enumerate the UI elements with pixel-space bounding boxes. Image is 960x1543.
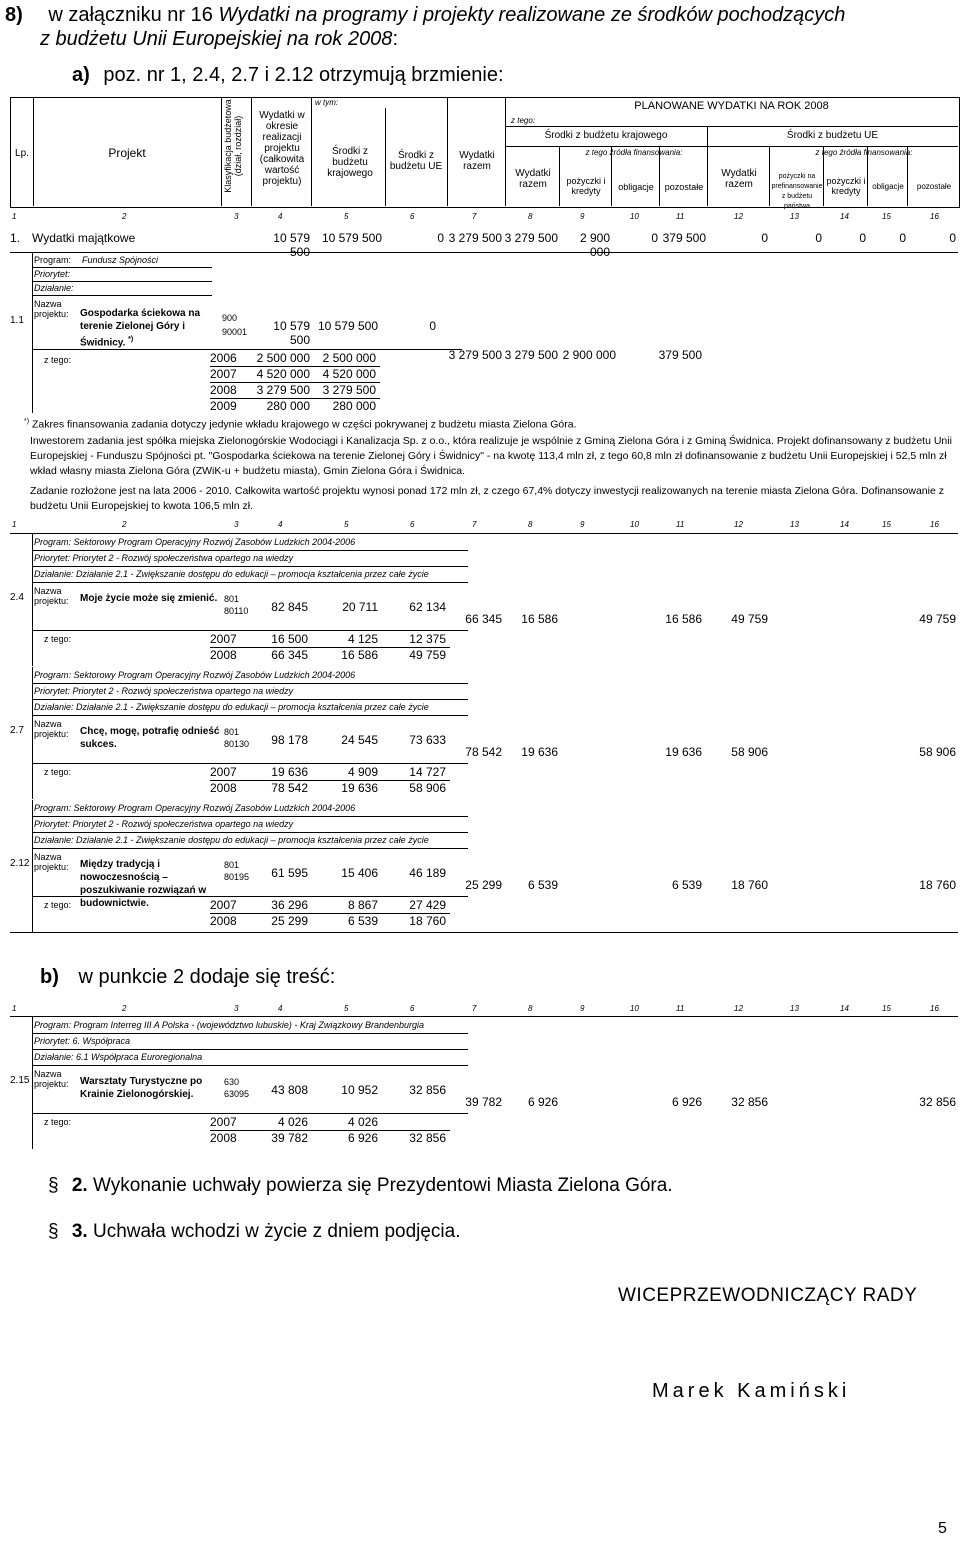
p11-year-a: 4 520 000 <box>256 367 310 381</box>
colnum: 7 <box>472 520 477 529</box>
project-2-7-year-b: 19 636 <box>341 781 378 795</box>
subpoint-a <box>72 63 504 87</box>
column-numbers-2 <box>10 520 958 532</box>
heading-line2a: z budżetu Unii Europejskiej na rok 2008 <box>40 28 393 50</box>
project-2-7-year-c: 58 906 <box>409 781 446 795</box>
divider <box>32 667 33 799</box>
divider <box>32 1065 468 1066</box>
project-2-7-lp: 2.7 <box>10 725 24 736</box>
colnum: 8 <box>528 520 533 529</box>
project-2-12-total: 61 595 <box>271 866 308 880</box>
project-2-12-dzialanie: Działanie: Działanie 2.1 - Zwiększanie dostępu do edukacji – promocja kształcenia przez całe życie <box>34 835 429 845</box>
p11-pozyczki: 2 900 000 <box>562 348 616 362</box>
heading-line2 <box>40 27 398 51</box>
project-2-12-lp: 2.12 <box>10 858 30 869</box>
divider <box>32 816 468 817</box>
colnum: 5 <box>344 520 349 529</box>
project-2-7-kraj: 24 545 <box>341 733 378 747</box>
hdr-z-tego-zrodla: z tego źródła finansowania: <box>585 148 683 157</box>
hdr-obligacje: obligacje <box>618 182 654 192</box>
project-2-15-z-tego: z tego: <box>44 1117 72 1127</box>
project-2-7-nazwa: Chcę, mogę, potrafię odnieść sukces. <box>80 726 220 750</box>
note-star <box>24 418 577 431</box>
project-2-12-year: 2007 <box>210 898 237 912</box>
project-2-4-priorytet: Priorytet: Priorytet 2 - Rozwój społeczeństwa opartego na wiedzy <box>34 553 294 563</box>
hdr-pozyczki: pożyczki i kredyty <box>566 176 606 196</box>
project-2-12-pozostale: 6 539 <box>671 878 702 892</box>
project-2-4-klas1: 801 <box>224 594 240 604</box>
column-numbers-1 <box>10 212 958 224</box>
project-2-12-razem: 25 299 <box>465 878 502 892</box>
row1-value: 0 <box>815 231 822 245</box>
divider <box>32 566 468 567</box>
hdr-wydatki-okres: Wydatki w okresie realizacji projektu (całkowita wartość projektu) <box>259 110 305 187</box>
project-2-15-year-row <box>210 1115 450 1131</box>
divider <box>32 582 468 583</box>
colnum: 16 <box>930 1004 939 1013</box>
colnum: 8 <box>528 212 533 221</box>
colnum: 15 <box>882 520 891 529</box>
project-2-12-year-row <box>210 898 450 914</box>
p11-total: 10 579 500 <box>273 319 310 347</box>
divider <box>32 534 33 666</box>
p11-razem: 3 279 500 <box>448 348 502 362</box>
project-2-15-program: Program: Program Interreg III A Polska - (województwo lubuskie) - Kraj Związkowy Brandenburgia <box>34 1020 424 1030</box>
colnum: 11 <box>676 520 685 529</box>
colnum: 3 <box>234 520 239 529</box>
heading-number: 8) <box>5 4 23 26</box>
project-2-12-year-b: 8 867 <box>347 898 378 912</box>
par3-number: 3. <box>71 1221 88 1242</box>
project-2-7-year: 2008 <box>210 781 237 795</box>
project-2-15-razem: 39 782 <box>465 1095 502 1109</box>
hdr-pozostale: pozostałe <box>664 182 704 192</box>
project-2-4-year: 2007 <box>210 632 237 646</box>
hdr-projekt: Projekt <box>108 146 146 160</box>
p11-year: 2006 <box>210 351 237 365</box>
sub-b-text: w punkcie 2 dodaje się treść: <box>78 966 336 988</box>
colnum: 3 <box>234 1004 239 1013</box>
p11-nazwa <box>80 307 210 349</box>
project-2-15 <box>10 1016 958 1153</box>
p11-year-b: 280 000 <box>332 399 376 413</box>
p11-year: 2008 <box>210 383 237 397</box>
project-2-15-ue-razem: 32 856 <box>731 1095 768 1109</box>
colnum: 6 <box>410 212 415 221</box>
p11-years <box>210 351 380 411</box>
p11-year-b: 3 279 500 <box>322 383 376 397</box>
divider <box>32 683 468 684</box>
project-2-4-total: 82 845 <box>271 600 308 614</box>
project-2-4-pozostale: 16 586 <box>665 612 702 626</box>
divider <box>32 715 468 716</box>
p11-nazwa-text: Gospodarka ściekowa na terenie Zielonej Góry i Świdnicy. <box>80 308 201 349</box>
project-2-4-year-row <box>210 632 450 648</box>
project-2-12-kraj-razem: 6 539 <box>527 878 558 892</box>
project-1-1 <box>10 252 958 413</box>
project-2-15-pozostale: 6 926 <box>671 1095 702 1109</box>
colnum: 13 <box>790 520 799 529</box>
colnum: 9 <box>580 212 585 221</box>
colnum: 9 <box>580 1004 585 1013</box>
project-2-4-year-c: 12 375 <box>409 632 446 646</box>
p11-program: Fundusz Spójności <box>82 255 159 265</box>
p11-klas1: 900 <box>222 313 238 323</box>
project-2-12-year-row <box>210 914 450 929</box>
project-2-15-year: 2008 <box>210 1131 237 1145</box>
row1-value: 0 <box>899 231 906 245</box>
project-2-7-razem: 78 542 <box>465 745 502 759</box>
divider <box>32 550 468 551</box>
colnum: 13 <box>790 1004 799 1013</box>
colnum: 2 <box>122 1004 127 1013</box>
hdr-lp: Lp. <box>15 148 29 159</box>
project-2-4-klas2: 80110 <box>224 606 249 616</box>
project-2-4-year: 2008 <box>210 648 237 662</box>
project-2-12 <box>10 800 958 932</box>
p11-year: 2007 <box>210 367 237 381</box>
hdr-wydatki-razem2: Wydatki razem <box>515 168 551 190</box>
row1-value: 3 279 500 <box>448 231 502 245</box>
p11-lp: 1.1 <box>10 315 24 326</box>
project-2-15-priorytet: Priorytet: 6. Współpraca <box>34 1036 131 1046</box>
p11-program-label: Program: <box>34 255 72 265</box>
p11-year-a: 2 500 000 <box>256 351 310 365</box>
project-2-15-kraj: 10 952 <box>341 1083 378 1097</box>
paragraph-2 <box>48 1175 673 1197</box>
project-2-15-year-a: 4 026 <box>277 1115 308 1129</box>
sub-b-letter: b) <box>40 966 59 988</box>
colnum: 12 <box>734 212 743 221</box>
heading-text-b: Wydatki na programy i projekty realizowane ze środków pochodzących <box>218 4 846 26</box>
project-2-15-nazwa-label: Nazwa projektu: <box>34 1069 69 1089</box>
p11-klas2: 90001 <box>222 327 248 337</box>
project-2-15-year-a: 39 782 <box>271 1131 308 1145</box>
project-2-7-year-b: 4 909 <box>347 765 378 779</box>
project-2-4-program: Program: Sektorowy Program Operacyjny Rozwój Zasobów Ludzkich 2004-2006 <box>34 537 356 547</box>
colnum: 7 <box>472 212 477 221</box>
project-2-12-year-a: 36 296 <box>271 898 308 912</box>
project-2-15-klas2: 63095 <box>224 1089 250 1099</box>
section-symbol: § <box>48 1221 59 1242</box>
row1-value: 10 579 500 <box>273 231 310 259</box>
project-2-12-year-c: 18 760 <box>409 914 446 928</box>
divider <box>32 832 468 833</box>
project-2-15-ue: 32 856 <box>409 1083 446 1097</box>
project-2-7-year-c: 14 727 <box>409 765 446 779</box>
colnum: 5 <box>344 1004 349 1013</box>
project-2-7-year-a: 19 636 <box>271 765 308 779</box>
projects-list <box>10 533 958 933</box>
section-symbol: § <box>48 1175 59 1196</box>
project-2-12-z-tego: z tego: <box>44 900 72 910</box>
project-2-7-kraj-razem: 19 636 <box>521 745 558 759</box>
colnum: 14 <box>840 520 849 529</box>
p11-dzialanie-label: Działanie: <box>34 283 74 293</box>
colnum: 4 <box>278 212 283 221</box>
project-2-15-ue-pozostale: 32 856 <box>919 1095 956 1109</box>
project-2-7-nazwa-label: Nazwa projektu: <box>34 719 69 739</box>
colnum: 9 <box>580 520 585 529</box>
colnum: 1 <box>12 1004 17 1013</box>
project-2-15-nazwa: Warsztaty Turystyczne po Krainie Zielonogórskiej. <box>80 1076 203 1100</box>
project-2-12-year-b: 6 539 <box>347 914 378 928</box>
hdr-z-tego: z tego: <box>511 116 536 125</box>
hdr-wydatki-razem3: Wydatki razem <box>721 168 757 190</box>
par2-number: 2. <box>71 1175 88 1196</box>
project-2-12-nazwa-label: Nazwa projektu: <box>34 852 69 872</box>
signature-name: Marek Kamiński <box>652 1380 851 1402</box>
project-2-7-total: 98 178 <box>271 733 308 747</box>
colnum: 2 <box>122 212 127 221</box>
colnum: 12 <box>734 1004 743 1013</box>
colnum: 13 <box>790 212 799 221</box>
column-numbers-3 <box>10 1004 958 1016</box>
hdr-obligacje2: obligacje <box>872 182 904 191</box>
row1-label: 1. <box>10 231 21 245</box>
colnum: 16 <box>930 520 939 529</box>
par2-text: Wykonanie uchwały powierza się Prezydentowi Miasta Zielona Góra. <box>93 1175 673 1196</box>
header-table <box>10 97 960 208</box>
project-2-7-year-row <box>210 765 450 781</box>
sub-a-letter: a) <box>72 64 90 86</box>
colnum: 14 <box>840 212 849 221</box>
project-2-7-klas2: 80130 <box>224 739 250 749</box>
project-2-7-year: 2007 <box>210 765 237 779</box>
p11-year-b: 4 520 000 <box>322 367 376 381</box>
row1-value: 379 500 <box>662 231 706 245</box>
project-2-12-nazwa: Między tradycją i nowoczesnością – poszukiwanie rozwiązań w budownictwie. <box>80 859 207 909</box>
project-2-12-klas1: 801 <box>224 860 240 870</box>
p11-kraj: 10 579 500 <box>317 319 378 333</box>
project-2-4-ue-razem: 49 759 <box>731 612 768 626</box>
project-2-12-ue-pozostale: 18 760 <box>919 878 956 892</box>
project-2-15-dzialanie: Działanie: 6.1 Współpraca Euroregionalna <box>34 1052 203 1062</box>
p11-kraj-razem: 3 279 500 <box>504 348 558 362</box>
project-2-15-year: 2007 <box>210 1115 237 1129</box>
colnum: 10 <box>630 520 639 529</box>
project-2-4-z-tego: z tego: <box>44 634 72 644</box>
divider <box>32 699 468 700</box>
divider <box>32 1033 468 1034</box>
project-2-15-year-b: 6 926 <box>347 1131 378 1145</box>
row1-value: 0 <box>949 231 956 245</box>
project-2-15-year-c: 32 856 <box>409 1131 446 1145</box>
project-2-15-year-b: 4 026 <box>347 1115 378 1129</box>
colnum: 6 <box>410 520 415 529</box>
project-2-4-year-a: 66 345 <box>271 648 308 662</box>
p11-year: 2009 <box>210 399 237 413</box>
project-2-4-dzialanie: Działanie: Działanie 2.1 - Zwiększanie dostępu do edukacji – promocja kształcenia przez całe życie <box>34 569 429 579</box>
hdr-wydatki-razem: Wydatki razem <box>459 150 495 172</box>
project-2-4-lp: 2.4 <box>10 592 24 603</box>
project-2-12-program: Program: Sektorowy Program Operacyjny Rozwój Zasobów Ludzkich 2004-2006 <box>34 803 356 813</box>
colnum: 15 <box>882 212 891 221</box>
project-2-7-klas1: 801 <box>224 727 240 737</box>
colnum: 11 <box>676 1004 685 1013</box>
divider <box>32 800 33 932</box>
heading-text-a: w załączniku nr 16 <box>48 4 213 26</box>
colnum: 14 <box>840 1004 849 1013</box>
divider <box>32 630 468 631</box>
hdr-w-tym: w tym: <box>315 98 339 107</box>
p11-year-a: 3 279 500 <box>256 383 310 397</box>
note-star-mark: *) <box>24 418 30 425</box>
hdr-srodki-ue2: Środki z budżetu UE <box>786 130 879 141</box>
colnum: 10 <box>630 1004 639 1013</box>
project-2-7-year-row <box>210 781 450 796</box>
row1-value: 10 579 500 <box>321 231 382 245</box>
row1-title: Wydatki majątkowe <box>32 231 136 245</box>
p11-pozostale: 379 500 <box>658 348 702 362</box>
colnum: 4 <box>278 520 283 529</box>
p11-sup: *) <box>128 336 134 343</box>
page-number: 5 <box>938 1520 947 1537</box>
colnum: 8 <box>528 1004 533 1013</box>
hdr-srodki-ue: Środki z budżetu UE <box>389 150 443 172</box>
project-2-7-pozostale: 19 636 <box>665 745 702 759</box>
colnum: 1 <box>12 212 17 221</box>
colnum: 4 <box>278 1004 283 1013</box>
heading-line2b: : <box>392 28 398 50</box>
hdr-klasyfikacja: Klasyfikacja budżetowa (dział, rozdział) <box>223 99 243 193</box>
colnum: 11 <box>676 212 685 221</box>
project-2-12-priorytet: Priorytet: Priorytet 2 - Rozwój społeczeństwa opartego na wiedzy <box>34 819 294 829</box>
project-2-15-year-row <box>210 1131 450 1146</box>
project-2-15 <box>10 1017 958 1149</box>
row1-value: 0 <box>437 231 444 245</box>
project-2-12-year-a: 25 299 <box>271 914 308 928</box>
project-2-12-ue-razem: 18 760 <box>731 878 768 892</box>
project-2-15-kraj-razem: 6 926 <box>527 1095 558 1109</box>
project-2-12-kraj: 15 406 <box>341 866 378 880</box>
colnum: 5 <box>344 212 349 221</box>
hdr-z-tego-zrodla-ue: z tego źródła finansowania: <box>815 148 913 157</box>
hdr-pozostale2: pozostałe <box>916 182 952 191</box>
hdr-pozyczki2: pożyczki i kredyty <box>826 176 866 196</box>
colnum: 6 <box>410 1004 415 1013</box>
project-2-7-program: Program: Sektorowy Program Operacyjny Rozwój Zasobów Ludzkich 2004-2006 <box>34 670 356 680</box>
colnum: 1 <box>12 520 17 529</box>
p11-nazwa-label: Nazwa projektu: <box>34 299 69 319</box>
p11-ue: 0 <box>429 319 436 333</box>
row1-value: 3 279 500 <box>504 231 558 245</box>
heading <box>5 3 960 27</box>
project-2-7-ue-razem: 58 906 <box>731 745 768 759</box>
subpoint-b <box>40 965 335 989</box>
row-wydatki-majatkowe <box>10 231 958 259</box>
hdr-srodki-kraj2: Środki z budżetu krajowego <box>544 130 668 141</box>
project-2-4-year-a: 16 500 <box>271 632 308 646</box>
row1-value: 0 <box>859 231 866 245</box>
par3-text: Uchwała wchodzi w życie z dniem podjęcia. <box>93 1221 461 1242</box>
divider <box>32 1017 33 1149</box>
paragraph-3 <box>48 1221 461 1243</box>
hdr-planowane: PLANOWANE WYDATKI NA ROK 2008 <box>634 100 829 112</box>
project-2-4-ue-pozostale: 49 759 <box>919 612 956 626</box>
p11-year-a: 280 000 <box>266 399 310 413</box>
project-2-7 <box>10 667 958 799</box>
project-2-12-year-c: 27 429 <box>409 898 446 912</box>
note-paragraph-1: Inwestorem zadania jest spółka miejska Zielonogórskie Wodociągi i Kanalizacja Sp. z o.o., która realizuje je wspólnie z Gminą Zielona Góra i z Gminą Świdnica. Projekt dofinansowany z budżetu Unii Europejskiej - Funduszu Spójności pt. "Gospodarka ściekowa na terenie Zielonej Góry i Świdnicy" - na kwotę 113,4 mln zł, z tego 60,8 mln zł dofinansowanie z budżetu Unii Europejskiej i 52,5 mln zł wkład własny miasta Zielona Góra (ZWiK-u + budżetu miasta), Gmin Zielona Góra i Świdnica. <box>30 435 952 477</box>
divider <box>32 763 468 764</box>
project-2-12-ue: 46 189 <box>409 866 446 880</box>
p11-z-tego: z tego: <box>44 355 72 365</box>
colnum: 7 <box>472 1004 477 1013</box>
project-2-7-z-tego: z tego: <box>44 767 72 777</box>
project-2-4-year-c: 49 759 <box>409 648 446 662</box>
sub-a-text: poz. nr 1, 2.4, 2.7 i 2.12 otrzymują brzmienie: <box>103 64 504 86</box>
note-paragraph-2: Zadanie rozłożone jest na lata 2006 - 2010. Całkowita wartość projektu wynosi ponad 172 mln zł, z czego 67,4% dotyczy inwestycji realizowanych na terenie miasta Zielona Góra. Dofinansowanie z budżetu Unii Europejskiej to kwota 106,5 mln zł. <box>30 485 944 512</box>
project-2-4-ue: 62 134 <box>409 600 446 614</box>
note-star-text: Zakres finansowania zadania dotyczy jedynie wkładu krajowego w części pokrywanej z budżetu miasta Zielona Góra. <box>31 418 577 431</box>
p11-priorytet-label: Priorytet: <box>34 269 71 279</box>
divider <box>32 848 468 849</box>
signature-title: WICEPRZEWODNICZĄCY RADY <box>618 1285 918 1306</box>
project-2-4 <box>10 534 958 666</box>
project-2-4-nazwa-label: Nazwa projektu: <box>34 586 69 606</box>
row1-value: 2 900 000 <box>579 231 610 259</box>
project-2-4-year-b: 16 586 <box>341 648 378 662</box>
project-2-7-priorytet: Priorytet: Priorytet 2 - Rozwój społeczeństwa opartego na wiedzy <box>34 686 294 696</box>
project-2-7-ue: 73 633 <box>409 733 446 747</box>
project-2-4-kraj: 20 711 <box>342 600 378 614</box>
colnum: 12 <box>734 520 743 529</box>
project-2-15-klas1: 630 <box>224 1077 240 1087</box>
p11-year-b: 2 500 000 <box>322 351 376 365</box>
colnum: 3 <box>234 212 239 221</box>
project-2-15-total: 43 808 <box>271 1083 308 1097</box>
colnum: 15 <box>882 1004 891 1013</box>
row1-value: 0 <box>761 231 768 245</box>
project-2-12-year: 2008 <box>210 914 237 928</box>
project-2-4-razem: 66 345 <box>465 612 502 626</box>
project-2-4-nazwa: Moje życie może się zmienić. <box>80 593 218 604</box>
colnum: 10 <box>630 212 639 221</box>
colnum: 16 <box>930 212 939 221</box>
hdr-srodki-kraj: Środki z budżetu krajowego <box>327 146 373 179</box>
project-2-7-ue-pozostale: 58 906 <box>919 745 956 759</box>
project-2-7-dzialanie: Działanie: Działanie 2.1 - Zwiększanie dostępu do edukacji – promocja kształcenia przez całe życie <box>34 702 429 712</box>
project-2-12-klas2: 80195 <box>224 872 250 882</box>
colnum: 2 <box>122 520 127 529</box>
project-2-4-year-row <box>210 648 450 663</box>
project-2-4-year-b: 4 125 <box>347 632 378 646</box>
project-2-4-kraj-razem: 16 586 <box>521 612 558 626</box>
project-2-7-year-a: 78 542 <box>271 781 308 795</box>
row1-value: 0 <box>651 231 658 245</box>
divider <box>32 1113 468 1114</box>
divider <box>32 1049 468 1050</box>
project-2-15-lp: 2.15 <box>10 1075 30 1086</box>
hdr-pozyczki-pref: pożyczki na prefinansowanie z budżetu państwa <box>771 173 823 210</box>
